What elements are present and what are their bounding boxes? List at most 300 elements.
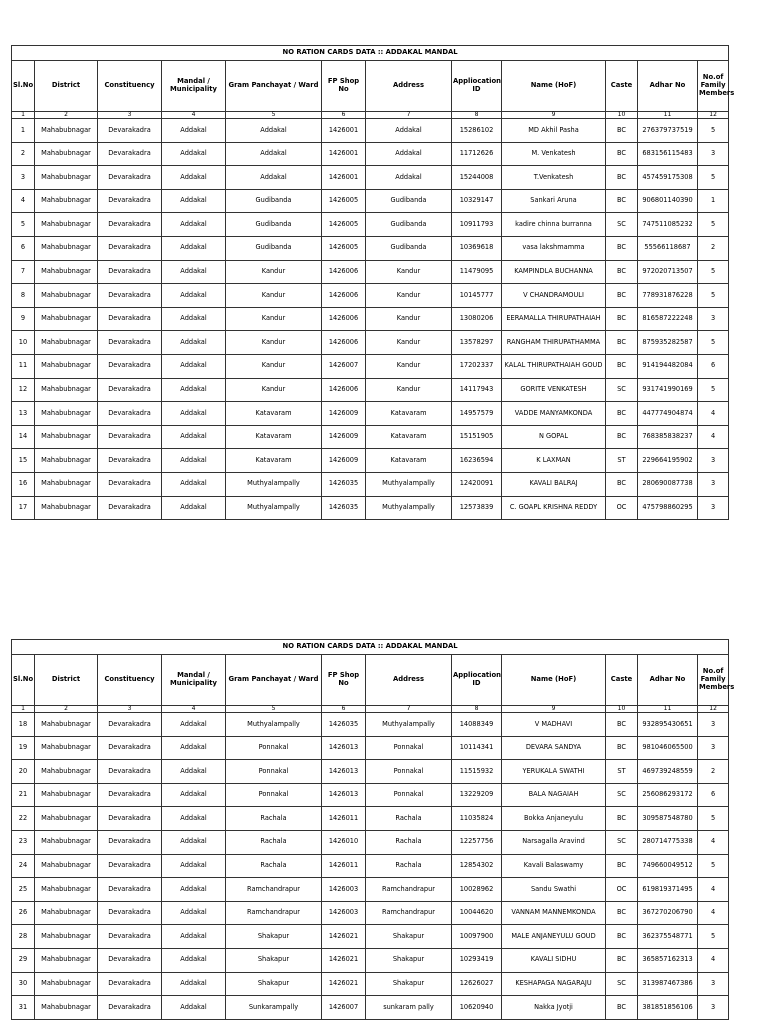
table-row [12,783,729,807]
cell-adhar-no: 276379737519 [638,119,698,143]
cell-application-id: 13578297 [452,331,502,355]
cell-caste: BC [606,331,638,355]
cell-district: Mahabubnagar [35,736,98,760]
cell-fp-shop-no: 1426006 [322,284,366,308]
table-row [12,496,729,520]
cell-family-members: 4 [698,878,729,902]
cell-family-members: 3 [698,142,729,166]
cell-fp-shop-no: 1426035 [322,496,366,520]
cell-constituency: Devarakadra [98,142,162,166]
cell-name-hof: EERAMALLA THIRUPATHAIAH [502,307,606,331]
cell-address: Addakal [366,142,452,166]
cell-adhar-no: 313987467386 [638,972,698,996]
column-number: 8 [452,706,502,713]
cell-sl-no: 14 [12,425,35,449]
cell-sl-no: 18 [12,713,35,737]
cell-application-id: 10097900 [452,925,502,949]
cell-address: Ramchandrapur [366,901,452,925]
cell-caste: BC [606,119,638,143]
cell-district: Mahabubnagar [35,972,98,996]
ration-table-1 [11,45,735,520]
cell-fp-shop-no: 1426006 [322,260,366,284]
column-number: 8 [452,112,502,119]
cell-fp-shop-no: 1426009 [322,402,366,426]
column-number: 9 [502,706,606,713]
column-number: 12 [698,112,729,119]
cell-adhar-no: 778931876228 [638,284,698,308]
cell-family-members: 5 [698,854,729,878]
header-mandal: Mandal / Municipality [162,61,226,112]
cell-adhar-no: 875935282587 [638,331,698,355]
cell-adhar-no: 457459175308 [638,166,698,190]
cell-adhar-no: 365857162313 [638,948,698,972]
cell-family-members: 3 [698,307,729,331]
cell-constituency: Devarakadra [98,307,162,331]
cell-family-members: 5 [698,166,729,190]
cell-sl-no: 21 [12,783,35,807]
cell-application-id: 12626027 [452,972,502,996]
column-number: 7 [366,112,452,119]
cell-fp-shop-no: 1426006 [322,378,366,402]
cell-adhar-no: 367270206790 [638,901,698,925]
cell-family-members: 3 [698,713,729,737]
cell-application-id: 10044620 [452,901,502,925]
cell-gram-panchayat: Shakapur [226,925,322,949]
table-body [12,119,729,520]
cell-constituency: Devarakadra [98,166,162,190]
cell-name-hof: MALE ANJANEYULU GOUD [502,925,606,949]
cell-mandal: Addakal [162,213,226,237]
cell-adhar-no: 768385838237 [638,425,698,449]
cell-mandal: Addakal [162,236,226,260]
cell-address: Katavaram [366,449,452,473]
cell-address: Katavaram [366,402,452,426]
cell-name-hof: T.Venkatesh [502,166,606,190]
cell-gram-panchayat: Kandur [226,307,322,331]
header-row [12,655,729,706]
cell-gram-panchayat: Ramchandrapur [226,878,322,902]
cell-district: Mahabubnagar [35,213,98,237]
cell-mandal: Addakal [162,142,226,166]
cell-family-members: 5 [698,925,729,949]
table-row [12,402,729,426]
cell-application-id: 10293419 [452,948,502,972]
cell-constituency: Devarakadra [98,878,162,902]
cell-name-hof: C. GOAPL KRISHNA REDDY [502,496,606,520]
cell-fp-shop-no: 1426013 [322,760,366,784]
cell-fp-shop-no: 1426006 [322,331,366,355]
table-row [12,378,729,402]
column-number: 2 [35,706,98,713]
cell-gram-panchayat: Kandur [226,260,322,284]
cell-mandal: Addakal [162,449,226,473]
cell-mandal: Addakal [162,901,226,925]
header-fp-shop-no: FP Shop No [322,655,366,706]
header-gram-panchayat: Gram Panchayat / Ward [226,61,322,112]
header-fp-shop-no: FP Shop No [322,61,366,112]
cell-name-hof: YERUKALA SWATHI [502,760,606,784]
cell-sl-no: 5 [12,213,35,237]
cell-name-hof: Sankari Aruna [502,189,606,213]
cell-constituency: Devarakadra [98,783,162,807]
cell-application-id: 12257756 [452,830,502,854]
cell-gram-panchayat: Sunkarampally [226,996,322,1020]
cell-mandal: Addakal [162,807,226,831]
cell-application-id: 15244008 [452,166,502,190]
cell-fp-shop-no: 1426005 [322,236,366,260]
cell-address: Ponnakal [366,783,452,807]
cell-adhar-no: 747511085232 [638,213,698,237]
table-row [12,736,729,760]
cell-constituency: Devarakadra [98,925,162,949]
cell-adhar-no: 280690087738 [638,472,698,496]
cell-sl-no: 24 [12,854,35,878]
cell-family-members: 6 [698,783,729,807]
header-caste: Caste [606,61,638,112]
cell-address: Muthyalampally [366,472,452,496]
cell-application-id: 10911793 [452,213,502,237]
cell-district: Mahabubnagar [35,783,98,807]
cell-family-members: 3 [698,736,729,760]
header-adhar-no: Adhar No [638,61,698,112]
cell-name-hof: BALA NAGAIAH [502,783,606,807]
cell-constituency: Devarakadra [98,901,162,925]
column-number: 5 [226,706,322,713]
cell-caste: BC [606,307,638,331]
cell-name-hof: kadire chinna burranna [502,213,606,237]
cell-caste: BC [606,736,638,760]
cell-gram-panchayat: Kandur [226,354,322,378]
cell-application-id: 13229209 [452,783,502,807]
cell-family-members: 3 [698,972,729,996]
table-row [12,284,729,308]
cell-sl-no: 30 [12,972,35,996]
table-body [12,713,729,1020]
column-number-row [12,112,729,119]
cell-mandal: Addakal [162,760,226,784]
cell-caste: SC [606,378,638,402]
cell-caste: OC [606,496,638,520]
column-number: 1 [12,706,35,713]
cell-constituency: Devarakadra [98,807,162,831]
cell-caste: BC [606,236,638,260]
header-caste: Caste [606,655,638,706]
cell-sl-no: 11 [12,354,35,378]
cell-constituency: Devarakadra [98,713,162,737]
cell-sl-no: 9 [12,307,35,331]
cell-family-members: 4 [698,402,729,426]
cell-sl-no: 22 [12,807,35,831]
table-row [12,878,729,902]
cell-gram-panchayat: Gudibanda [226,213,322,237]
cell-fp-shop-no: 1426005 [322,213,366,237]
cell-gram-panchayat: Gudibanda [226,189,322,213]
cell-adhar-no: 816587222248 [638,307,698,331]
cell-address: Ramchandrapur [366,878,452,902]
cell-mandal: Addakal [162,166,226,190]
cell-name-hof: M. Venkatesh [502,142,606,166]
cell-fp-shop-no: 1426013 [322,736,366,760]
cell-adhar-no: 280714775338 [638,830,698,854]
cell-name-hof: RANGHAM THIRUPATHAMMA [502,331,606,355]
cell-sl-no: 20 [12,760,35,784]
cell-sl-no: 7 [12,260,35,284]
cell-caste: SC [606,830,638,854]
cell-gram-panchayat: Ponnakal [226,736,322,760]
cell-constituency: Devarakadra [98,948,162,972]
cell-family-members: 3 [698,449,729,473]
cell-name-hof: KAVALI SIDHU [502,948,606,972]
cell-district: Mahabubnagar [35,425,98,449]
cell-gram-panchayat: Shakapur [226,948,322,972]
table-row [12,236,729,260]
cell-address: Addakal [366,119,452,143]
cell-family-members: 3 [698,996,729,1020]
column-number: 3 [98,112,162,119]
cell-name-hof: Kavali Balaswamy [502,854,606,878]
cell-sl-no: 8 [12,284,35,308]
cell-district: Mahabubnagar [35,948,98,972]
cell-fp-shop-no: 1426035 [322,472,366,496]
table-row [12,925,729,949]
cell-caste: BC [606,996,638,1020]
cell-sl-no: 10 [12,331,35,355]
cell-application-id: 10329147 [452,189,502,213]
cell-address: Kandur [366,260,452,284]
table-row [12,807,729,831]
cell-fp-shop-no: 1426001 [322,119,366,143]
column-number: 9 [502,112,606,119]
cell-district: Mahabubnagar [35,260,98,284]
cell-constituency: Devarakadra [98,119,162,143]
cell-application-id: 11479095 [452,260,502,284]
header-sl-no: Sl.No [12,61,35,112]
cell-family-members: 5 [698,807,729,831]
cell-address: Muthyalampally [366,713,452,737]
column-number: 5 [226,112,322,119]
cell-sl-no: 31 [12,996,35,1020]
cell-caste: BC [606,402,638,426]
cell-mandal: Addakal [162,189,226,213]
cell-caste: BC [606,854,638,878]
cell-sl-no: 16 [12,472,35,496]
cell-address: Kandur [366,307,452,331]
cell-district: Mahabubnagar [35,925,98,949]
cell-sl-no: 15 [12,449,35,473]
cell-address: sunkaram pally [366,996,452,1020]
cell-fp-shop-no: 1426021 [322,925,366,949]
cell-caste: BC [606,472,638,496]
header-name-hof: Name (HoF) [502,655,606,706]
cell-constituency: Devarakadra [98,736,162,760]
cell-name-hof: V MADHAVI [502,713,606,737]
column-number: 4 [162,706,226,713]
column-number: 2 [35,112,98,119]
cell-sl-no: 26 [12,901,35,925]
cell-name-hof: N GOPAL [502,425,606,449]
cell-mandal: Addakal [162,854,226,878]
cell-caste: BC [606,807,638,831]
cell-sl-no: 19 [12,736,35,760]
cell-caste: BC [606,166,638,190]
cell-address: Rachala [366,830,452,854]
cell-mandal: Addakal [162,402,226,426]
cell-address: Shakapur [366,948,452,972]
table-row [12,425,729,449]
cell-name-hof: Sandu Swathi [502,878,606,902]
cell-mandal: Addakal [162,378,226,402]
cell-district: Mahabubnagar [35,378,98,402]
cell-gram-panchayat: Rachala [226,807,322,831]
cell-name-hof: KAMPINDLA BUCHANNA [502,260,606,284]
cell-constituency: Devarakadra [98,425,162,449]
cell-fp-shop-no: 1426009 [322,425,366,449]
cell-address: Gudibanda [366,189,452,213]
cell-gram-panchayat: Ramchandrapur [226,901,322,925]
table-row [12,119,729,143]
cell-constituency: Devarakadra [98,854,162,878]
cell-name-hof: Nakka Jyotji [502,996,606,1020]
cell-application-id: 13080206 [452,307,502,331]
cell-family-members: 5 [698,119,729,143]
cell-application-id: 15151905 [452,425,502,449]
cell-address: Katavaram [366,425,452,449]
header-family-members: No.of Family Members [698,655,729,706]
cell-constituency: Devarakadra [98,213,162,237]
cell-application-id: 10114341 [452,736,502,760]
table-row [12,760,729,784]
cell-constituency: Devarakadra [98,472,162,496]
cell-gram-panchayat: Ponnakal [226,760,322,784]
cell-caste: SC [606,783,638,807]
cell-name-hof: Narsagalla Aravind [502,830,606,854]
column-number: 12 [698,706,729,713]
header-constituency: Constituency [98,655,162,706]
cell-family-members: 3 [698,472,729,496]
cell-address: Rachala [366,807,452,831]
cell-adhar-no: 309587548780 [638,807,698,831]
cell-district: Mahabubnagar [35,284,98,308]
cell-constituency: Devarakadra [98,260,162,284]
cell-family-members: 4 [698,830,729,854]
cell-application-id: 10620940 [452,996,502,1020]
cell-address: Addakal [366,166,452,190]
cell-address: Shakapur [366,972,452,996]
cell-name-hof: VANNAM MANNEMKONDA [502,901,606,925]
cell-caste: BC [606,354,638,378]
cell-family-members: 5 [698,260,729,284]
cell-district: Mahabubnagar [35,807,98,831]
cell-family-members: 5 [698,284,729,308]
table-row [12,142,729,166]
table-row [12,972,729,996]
cell-district: Mahabubnagar [35,472,98,496]
cell-family-members: 1 [698,189,729,213]
cell-fp-shop-no: 1426001 [322,166,366,190]
cell-name-hof: KALAL THIRUPATHAIAH GOUD [502,354,606,378]
cell-constituency: Devarakadra [98,189,162,213]
cell-address: Ponnakal [366,760,452,784]
cell-family-members: 4 [698,425,729,449]
cell-district: Mahabubnagar [35,402,98,426]
cell-application-id: 11515932 [452,760,502,784]
cell-sl-no: 4 [12,189,35,213]
cell-constituency: Devarakadra [98,284,162,308]
table-row [12,996,729,1020]
cell-fp-shop-no: 1426021 [322,948,366,972]
cell-family-members: 5 [698,213,729,237]
table-row [12,189,729,213]
cell-application-id: 10145777 [452,284,502,308]
cell-district: Mahabubnagar [35,496,98,520]
cell-mandal: Addakal [162,713,226,737]
header-row [12,61,729,112]
cell-sl-no: 29 [12,948,35,972]
cell-name-hof: MD Akhil Pasha [502,119,606,143]
cell-family-members: 5 [698,331,729,355]
cell-gram-panchayat: Rachala [226,854,322,878]
cell-caste: BC [606,142,638,166]
cell-caste: BC [606,948,638,972]
cell-address: Shakapur [366,925,452,949]
column-number: 3 [98,706,162,713]
column-number: 7 [366,706,452,713]
cell-mandal: Addakal [162,307,226,331]
cell-adhar-no: 619819371495 [638,878,698,902]
cell-sl-no: 3 [12,166,35,190]
cell-constituency: Devarakadra [98,496,162,520]
cell-adhar-no: 362375548771 [638,925,698,949]
cell-mandal: Addakal [162,284,226,308]
cell-fp-shop-no: 1426003 [322,878,366,902]
cell-gram-panchayat: Gudibanda [226,236,322,260]
cell-caste: SC [606,972,638,996]
cell-mandal: Addakal [162,472,226,496]
table-row [12,472,729,496]
cell-adhar-no: 381851856106 [638,996,698,1020]
cell-address: Gudibanda [366,213,452,237]
cell-district: Mahabubnagar [35,854,98,878]
cell-name-hof: VADDE MANYAMKONDA [502,402,606,426]
cell-fp-shop-no: 1426011 [322,854,366,878]
cell-adhar-no: 914194482084 [638,354,698,378]
cell-mandal: Addakal [162,925,226,949]
cell-fp-shop-no: 1426001 [322,142,366,166]
cell-fp-shop-no: 1426009 [322,449,366,473]
cell-district: Mahabubnagar [35,236,98,260]
cell-fp-shop-no: 1426035 [322,713,366,737]
cell-name-hof: K LAXMAN [502,449,606,473]
column-number: 11 [638,706,698,713]
cell-name-hof: DEVARA SANDYA [502,736,606,760]
cell-mandal: Addakal [162,425,226,449]
column-number-row [12,706,729,713]
cell-caste: BC [606,901,638,925]
cell-mandal: Addakal [162,948,226,972]
cell-address: Kandur [366,354,452,378]
cell-adhar-no: 475798860295 [638,496,698,520]
cell-application-id: 14957579 [452,402,502,426]
cell-gram-panchayat: Ponnakal [226,783,322,807]
cell-caste: SC [606,213,638,237]
header-family-members: No.of Family Members [698,61,729,112]
cell-constituency: Devarakadra [98,760,162,784]
cell-gram-panchayat: Muthyalampally [226,713,322,737]
table-title: NO RATION CARDS DATA :: ADDAKAL MANDAL [12,46,729,61]
cell-caste: OC [606,878,638,902]
table-row [12,307,729,331]
cell-sl-no: 17 [12,496,35,520]
